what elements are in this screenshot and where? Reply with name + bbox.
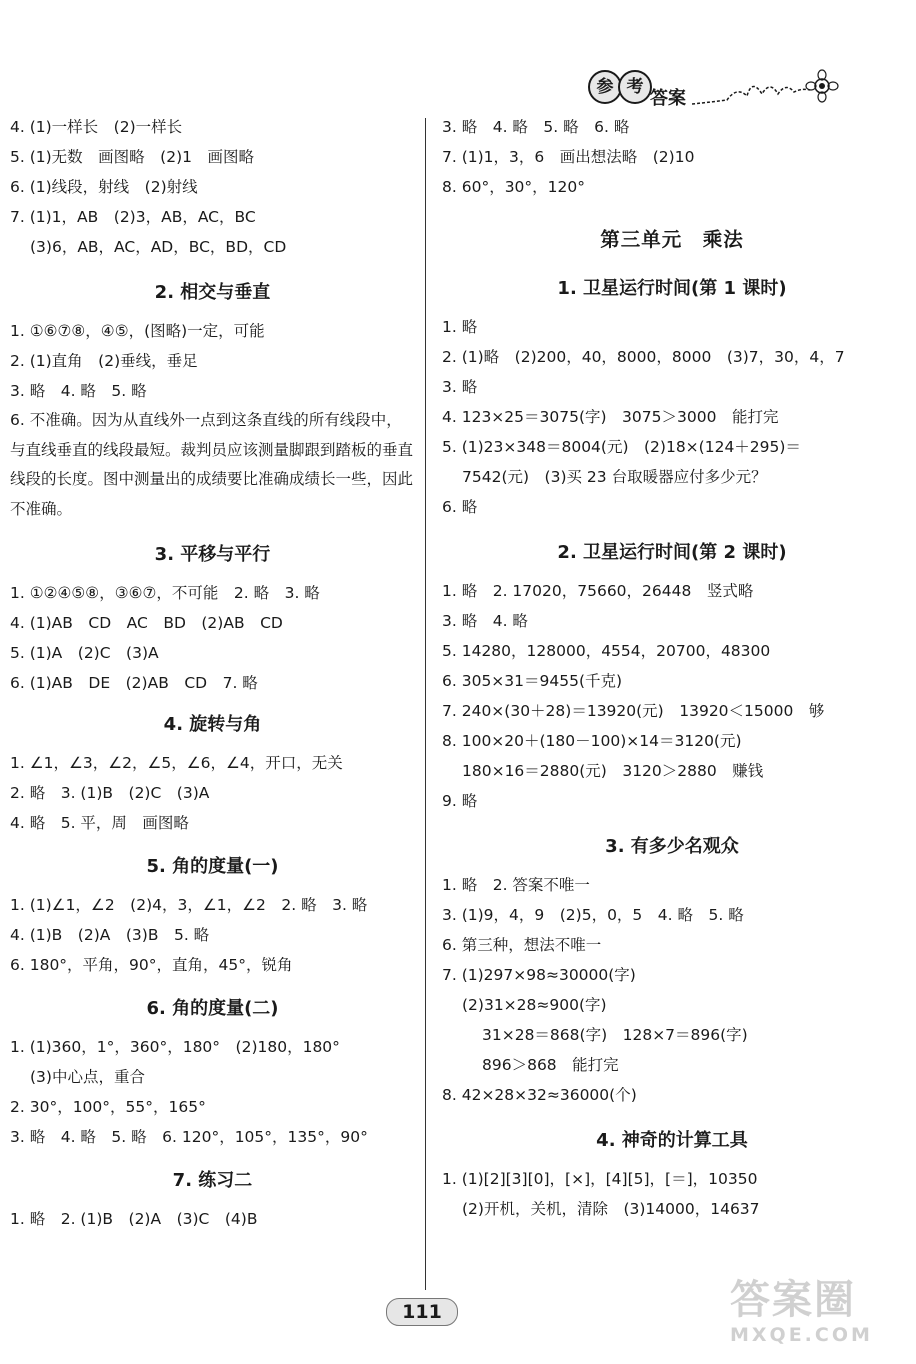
- answer-line: 6. (1)线段，射线 (2)射线: [10, 178, 198, 196]
- answer-line: 31×28＝868(字) 128×7＝896(字): [482, 1026, 748, 1044]
- logo-word: 答案: [650, 88, 686, 109]
- answer-paragraph: 6. 不准确。因为从直线外一点到这条直线的所有线段中，与直线垂直的线段最短。裁判员应该测量脚跟到踏板的垂直线段的长度。图中测量出的成绩要比准确成绩长一些，因此不准确。: [10, 411, 414, 518]
- right-column: [442, 112, 902, 1224]
- section-heading: 3. 平移与平行: [154, 544, 271, 565]
- answer-line: (3)6，AB，AC，AD，BC，BD，CD: [30, 238, 287, 256]
- answer-line: 6. (1)AB DE (2)AB CD 7. 略: [10, 674, 258, 692]
- answer-line: 1. 略 2. 答案不唯一: [442, 876, 590, 894]
- unit-heading: 第三单元 乘法: [600, 228, 744, 251]
- section-heading: 4. 神奇的计算工具: [596, 1130, 748, 1151]
- answer-line: 9. 略: [442, 792, 478, 810]
- section-heading: 2. 相交与垂直: [154, 282, 271, 303]
- answer-line: 8. 42×28×32≈36000(个): [442, 1086, 637, 1104]
- answer-line: 2. (1)直角 (2)垂线，垂足: [10, 352, 198, 370]
- answer-line: 4. (1)B (2)A (3)B 5. 略: [10, 926, 210, 944]
- answer-line: 4. 略 5. 平，周 画图略: [10, 814, 189, 832]
- answer-line: 1. (1)∠1，∠2 (2)4，3，∠1，∠2 2. 略 3. 略: [10, 896, 368, 914]
- watermark-logo: 答案圈: [730, 1277, 856, 1323]
- answer-line: 5. (1)A (2)C (3)A: [10, 644, 159, 662]
- answer-line: 7542(元) (3)买 23 台取暖器应付多少元？: [462, 468, 767, 486]
- answer-line: 4. (1)AB CD AC BD (2)AB CD: [10, 614, 283, 632]
- section-heading: 2. 卫星运行时间(第 2 课时): [557, 542, 787, 563]
- answer-line: 4. 123×25＝3075(字) 3075＞3000 能打完: [442, 408, 779, 426]
- answer-line: 6. 第三种，想法不唯一: [442, 936, 602, 954]
- answer-line: 3. 略 4. 略 5. 略 6. 略: [442, 118, 630, 136]
- logo-badge-1: 参: [588, 70, 622, 104]
- logo-badge-2: 考: [618, 70, 652, 104]
- section-heading: 6. 角的度量(二): [146, 998, 279, 1019]
- answer-line: 6. 305×31＝9455(千克): [442, 672, 623, 690]
- answer-line: 1. 略: [442, 318, 478, 336]
- answer-line: 7. (1)1，3，6 画出想法略 (2)10: [442, 148, 695, 166]
- answer-line: 3. 略 4. 略: [442, 612, 528, 630]
- page-number: 111: [386, 1298, 458, 1326]
- answer-line: (2)31×28≈900(字): [462, 996, 607, 1014]
- watermark-url: MXQE.COM: [730, 1324, 873, 1346]
- answer-line: 1. 略 2. 17020，75660，26448 竖式略: [442, 582, 754, 600]
- answer-line: 1. ①⑥⑦⑧，④⑤，(图略)一定，可能: [10, 322, 265, 340]
- answer-line: 8. 100×20＋(180－100)×14＝3120(元): [442, 732, 742, 750]
- answer-line: (3)中心点，重合: [30, 1068, 145, 1086]
- section-heading: 7. 练习二: [172, 1170, 253, 1191]
- answer-line: 1. ∠1，∠3，∠2，∠5，∠6，∠4，开口，无关: [10, 754, 343, 772]
- answer-line: 5. (1)无数 画图略 (2)1 画图略: [10, 148, 254, 166]
- answer-line: 7. 240×(30＋28)＝13920(元) 13920＜15000 够: [442, 702, 825, 720]
- answer-line: 3. 略 4. 略 5. 略: [10, 382, 147, 400]
- section-heading: 1. 卫星运行时间(第 1 课时): [557, 278, 787, 299]
- answer-line: 3. 略 4. 略 5. 略 6. 120°，105°，135°，90°: [10, 1128, 368, 1146]
- answer-line: 1. (1)[2][3][0]，[×]，[4][5]，[＝]，10350: [442, 1170, 758, 1188]
- answer-line: 6. 180°，平角，90°，直角，45°，锐角: [10, 956, 293, 974]
- answer-line: 3. (1)9，4，9 (2)5，0，5 4. 略 5. 略: [442, 906, 744, 924]
- decorative-swirl-icon: [692, 66, 842, 116]
- answer-line: 4. (1)一样长 (2)一样长: [10, 118, 183, 136]
- answer-line: 3. 略: [442, 378, 478, 396]
- answer-line: 1. ①②④⑤⑧，③⑥⑦，不可能 2. 略 3. 略: [10, 584, 320, 602]
- section-heading: 5. 角的度量(一): [146, 856, 279, 877]
- answer-line: 1. 略 2. (1)B (2)A (3)C (4)B: [10, 1210, 258, 1228]
- answer-line: (2)开机，关机，清除 (3)14000，14637: [462, 1200, 760, 1218]
- section-heading: 4. 旋转与角: [163, 714, 262, 735]
- answer-line: 7. (1)297×98≈30000(字): [442, 966, 636, 984]
- answer-line: 8. 60°，30°，120°: [442, 178, 585, 196]
- answer-line: 5. 14280，128000，4554，20700，48300: [442, 642, 771, 660]
- section-heading: 3. 有多少名观众: [605, 836, 739, 857]
- left-column: [10, 112, 415, 1234]
- answer-line: 6. 略: [442, 498, 478, 516]
- answer-line: 1. (1)360，1°，360°，180° (2)180，180°: [10, 1038, 340, 1056]
- answer-line: 7. (1)1，AB (2)3，AB，AC，BC: [10, 208, 256, 226]
- answer-line: 2. 30°，100°，55°，165°: [10, 1098, 206, 1116]
- answer-line: 2. (1)略 (2)200，40，8000，8000 (3)7，30，4，7: [442, 348, 845, 366]
- column-divider: [425, 118, 426, 1290]
- watermark: [730, 1276, 910, 1360]
- answer-line: 2. 略 3. (1)B (2)C (3)A: [10, 784, 210, 802]
- answer-line: 896＞868 能打完: [482, 1056, 619, 1074]
- answer-line: 5. (1)23×348＝8004(元) (2)18×(124＋295)＝: [442, 438, 801, 456]
- answer-line: 180×16＝2880(元) 3120＞2880 赚钱: [462, 762, 764, 780]
